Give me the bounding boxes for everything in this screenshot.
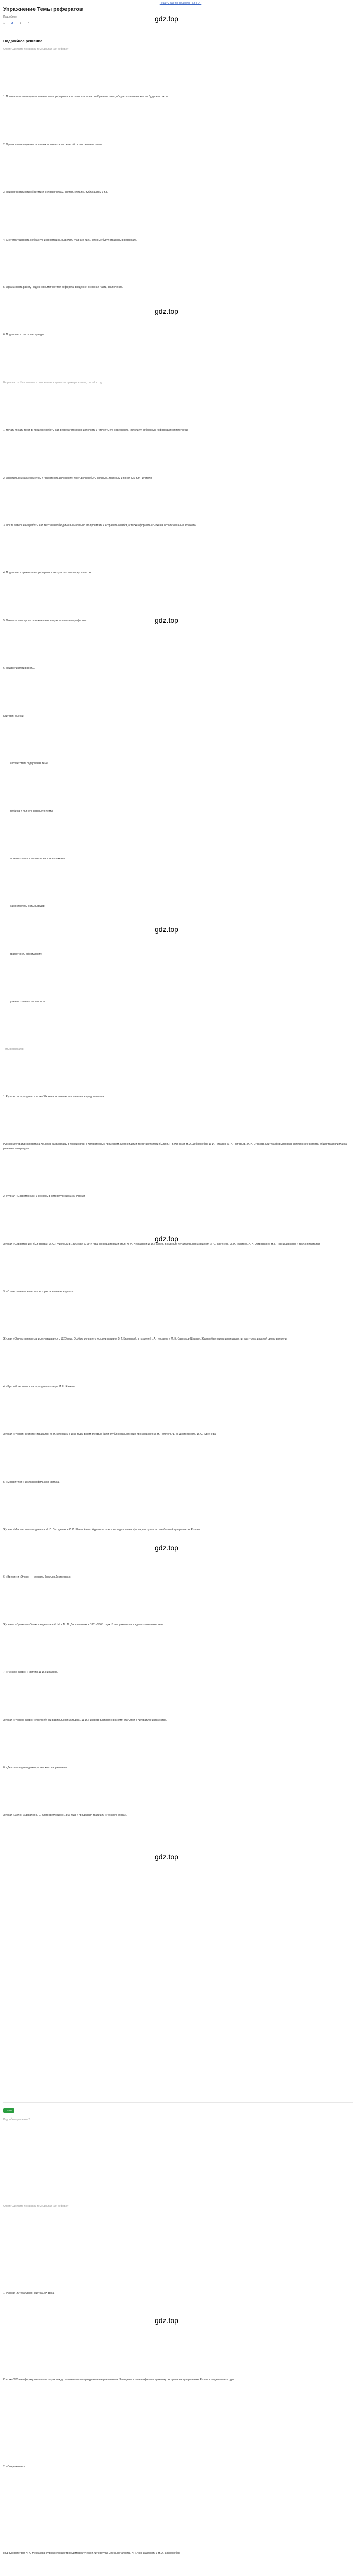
text-block: 1. Русская литературная критика XIX века: основные направления и представители. xyxy=(3,1095,105,1098)
text-block: 2. Журнал «Современник» и его роль в литературной жизни России. xyxy=(3,1195,86,1198)
text-block: Подробное решение 2 xyxy=(3,2118,30,2121)
text-block: 2. Обратить внимание на стиль и грамотность изложения: текст должен быть связным, логичным и понятным для читателя. xyxy=(3,476,153,480)
text-block: Критерии оценки: xyxy=(3,714,24,718)
text-block: 4. Систематизировать собранную информацию, выделить главные идеи, которые будут отражены в реферате. xyxy=(3,238,137,242)
text-block: Журнал «Русский вестник» издавался М. Н. Катковым с 1856 года. В нём впервые были опубликованы многие произведения Л. Н. Толстого, Ф. М. Достоевского, И. С. Тургенева. xyxy=(3,1433,217,1436)
watermark: gdz.top xyxy=(155,1853,178,1861)
page-link-3[interactable]: 3 xyxy=(20,22,22,25)
text-block: 5. «Москвитянин» и славянофильская критика. xyxy=(3,1480,60,1484)
text-block: 7. «Русское слово» и критика Д. И. Писарева. xyxy=(3,1671,58,1674)
text-block: Журналы «Время» и «Эпоха» издавались Ф. М. и М. М. Достоевскими в 1861–1865 годах. В них развивалась идея «почвенничества». xyxy=(3,1623,165,1626)
page-link-2[interactable]: 2 xyxy=(11,22,13,25)
text-block: 5. Организовать работу над основными частями реферата: введение, основная часть, заключение. xyxy=(3,286,123,290)
text-block: 4. Подготовить презентацию реферата и выступить с ним перед классом. xyxy=(3,571,92,575)
watermark: gdz.top xyxy=(155,1234,178,1243)
text-block: 3. «Отечественные записки»: история и значение журнала. xyxy=(3,1290,74,1293)
text-block: 2. Организовать изучение основных источников по теме, обо и составление плана. xyxy=(3,143,103,146)
page-title: Упражнение Темы рефератов xyxy=(3,6,83,12)
bullet-item: умение отвечать на вопросы. xyxy=(10,1000,46,1004)
text-block: Критика XIX века формировалась в спорах между различными литературными направлениями. Западники и славянофилы по-разному смотрели на путь развития России и задачи литературы. xyxy=(3,2378,235,2382)
page-link-4[interactable]: 4 xyxy=(28,22,30,25)
text-block: 5. Ответить на вопросы одноклассников и учителя по теме реферата. xyxy=(3,619,87,622)
text-block: Русская литературная критика XIX века развивалась в тесной связи с литературным процессом. Крупнейшими представителями были В. Г. Белинский, Н. А. Добролюбов, Д. И. Писарев, А. А. Григорьев, Н. Н. Страхов. Критика формировала эстетические взгляды общества и влияла на развитие литературы. xyxy=(3,1143,347,1150)
text-block: 8. «Дело» — журнал демократического направления. xyxy=(3,1766,68,1770)
text-block: Журнал «Русское слово» стал трибуной радикальной молодежи. Д. И. Писарев выступал с резкими статьями о литературе и искусстве. xyxy=(3,1718,167,1722)
text-block: 6. «Время» и «Эпоха» — журналы братьев Достоевских. xyxy=(3,1575,71,1579)
text-block: Под руководством Н. А. Некрасова журнал стал центром демократической литературы. Здесь печатались Н. Г. Чернышевский и Н. А. Добролюбов. xyxy=(3,2552,181,2555)
divider xyxy=(3,2102,353,2103)
text-block: Журнал «Отечественные записки» издавался с 1820 года. Особую роль в его истории сыграли В. Г. Белинский, а позднее Н. А. Некрасов и М. Е. Салтыков-Щедрин. Журнал был одним из ведущих литературных изданий своего времени. xyxy=(3,1337,288,1341)
bullet-item: соответствие содержания теме; xyxy=(10,762,49,766)
content-part-1 xyxy=(3,47,349,1861)
bullet-item: самостоятельность выводов; xyxy=(10,905,45,908)
watermark: gdz.top xyxy=(155,1544,178,1552)
text-block: Вторая часть: Использовать свои знания и привести примеры из книг, статей и т.д. xyxy=(3,381,103,384)
watermark: gdz.top xyxy=(155,307,178,315)
text-block: Ответ: Сделайте по каждой теме доклад или реферат xyxy=(3,48,69,51)
watermark: gdz.top xyxy=(155,616,178,624)
text-block: 6. Подвести итоги работы. xyxy=(3,667,35,670)
bullet-item: грамотность оформления; xyxy=(10,952,42,956)
text-block: Журнал «Современник» был основан А. С. Пушкиным в 1836 году. С 1847 года его редакторами стали Н. А. Некрасов и И. И. Панаев. В журнале печатались произведения И. С. Тургенева, Л. Н. Толстого, А. Н. Островского, Н. Г. Чернышевского и других писателей. xyxy=(3,1242,321,1246)
top-link[interactable]: Решить ещё по решению ГДЗ ТОП xyxy=(159,2,202,5)
page-link-1[interactable]: 1 xyxy=(3,22,5,25)
text-block: 1. Начать писать текст. В процессе работы над рефератом можно дополнять и уточнять его содержание, используя собранную информацию и источники. xyxy=(3,429,189,432)
text-block: 6. Подготовить список литературы. xyxy=(3,333,45,337)
bullet-item: глубина и полнота раскрытия темы; xyxy=(10,809,54,813)
watermark: gdz.top xyxy=(155,2316,178,2325)
answer-badge: Ответ xyxy=(3,2108,14,2113)
text-block: Журнал «Дело» издавался Г. Е. Благосветловым с 1866 года и продолжил традиции «Русского слова». xyxy=(3,1814,127,1817)
bullet-item: логичность и последовательность изложения; xyxy=(10,857,66,860)
text-block: 1. Русская литературная критика XIX века. xyxy=(3,2291,55,2295)
text-block: 3. При необходимости обратиться к справочникам, книгам, статьям, публикациям и т.д. xyxy=(3,191,108,194)
section-title: Подробное решение xyxy=(3,39,43,43)
text-block: Темы рефератов: xyxy=(3,1047,24,1051)
text-block: 4. «Русский вестник» и литературная позиция М. Н. Каткова. xyxy=(3,1385,76,1388)
text-block: 1. Проанализировать предложенные темы рефератов или самостоятельно выбранные темы, обсудить основные мысли будущего текста. xyxy=(3,95,169,99)
page-subtitle: Подробное xyxy=(3,15,17,19)
text-block: 2. «Современник». xyxy=(3,2465,26,2468)
text-block: Ответ: Сделайте по каждой теме доклад или реферат xyxy=(3,2205,69,2208)
text-block: 3. После завершения работы над текстом необходимо внимательно его прочитать и исправить ошибки, а также оформить ссылки на использованные источники. xyxy=(3,524,198,528)
watermark: gdz.top xyxy=(155,925,178,934)
content-part-2 xyxy=(3,2117,349,2576)
text-block: Журнал «Москвитянин» издавался М. П. Погодиным и С. П. Шевырёвым. Журнал отражал взгляды славянофилов, выступал за самобытный путь развития России. xyxy=(3,1528,201,1531)
watermark: gdz.top xyxy=(155,14,178,23)
pagination xyxy=(3,21,29,25)
